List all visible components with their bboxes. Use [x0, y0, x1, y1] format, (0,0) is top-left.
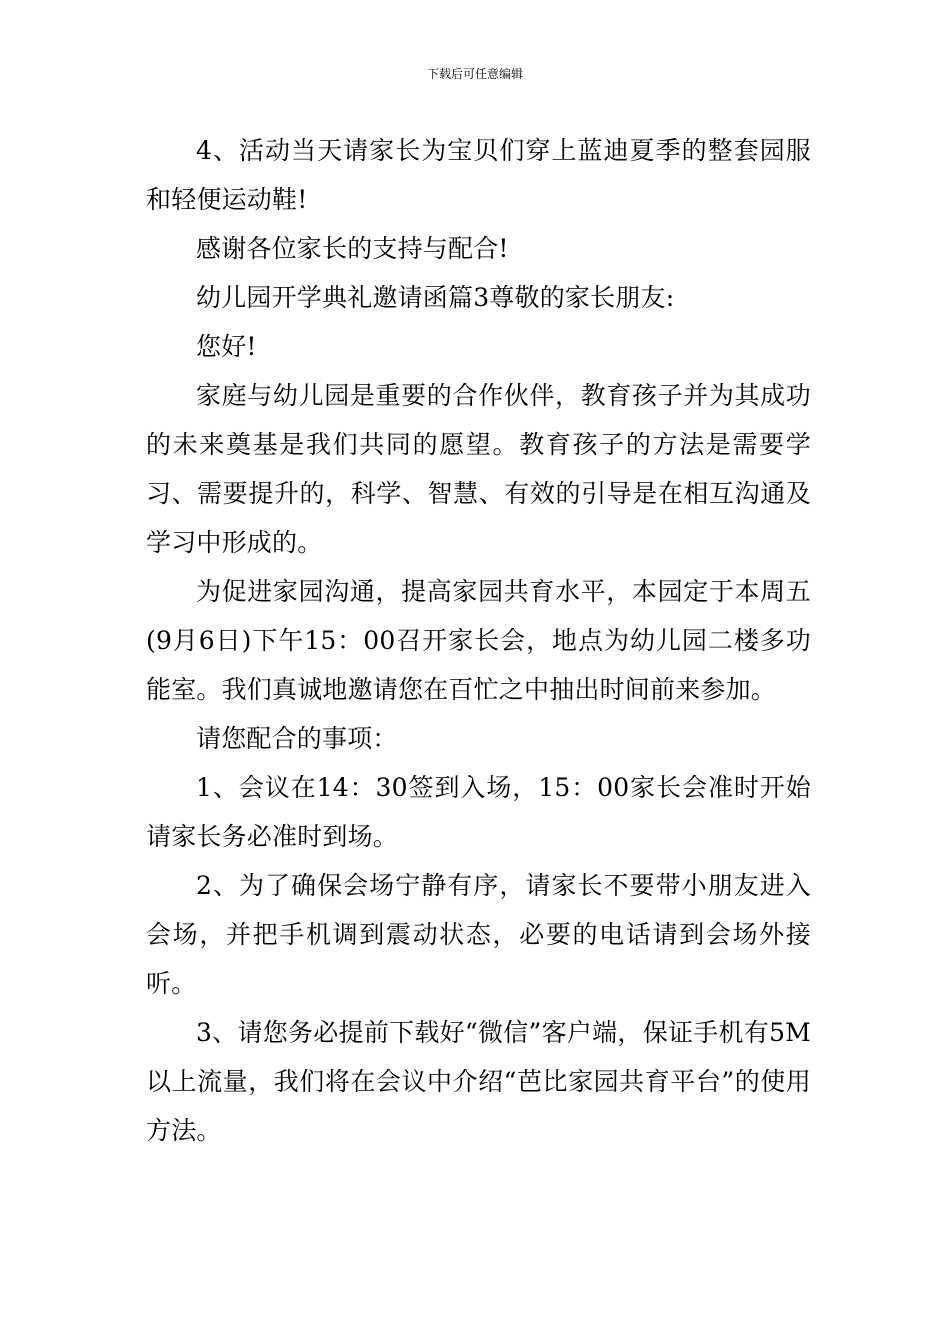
paragraph-item-4: 4、活动当天请家长为宝贝们穿上蓝迪夏季的整套园服和轻便运动鞋!	[146, 136, 811, 214]
paragraph-partnership: 家庭与幼儿园是重要的合作伙伴，教育孩子并为其成功的未来奠基是我们共同的愿望。教育孩子的方法是需要学习、需要提升的，科学、智慧、有效的引导是在相互沟通及学习中形成的。	[146, 381, 811, 557]
document-body	[146, 126, 811, 1155]
paragraph-item-1: 1、会议在14：30签到入场，15：00家长会准时开始请家长务必准时到场。	[146, 773, 811, 851]
paragraph-greeting: 您好!	[196, 332, 257, 361]
paragraph-items-heading: 请您配合的事项：	[196, 724, 398, 753]
paragraph-item-3: 3、请您务必提前下载好“微信”客户端，保证手机有5M以上流量，我们将在会议中介绍“芭比家园共育平台”的使用方法。	[146, 1018, 811, 1145]
paragraph-title-salutation: 幼儿园开学典礼邀请函篇3尊敬的家长朋友:	[196, 283, 675, 312]
paragraph-meeting-notice: 为促进家园沟通，提高家园共育水平，本园定于本周五(9月6日)下午15：00召开家长会，地点为幼儿园二楼多功能室。我们真诚地邀请您在百忙之中抽出时间前来参加。	[146, 577, 811, 704]
header-note: 下载后可任意编辑	[426, 67, 523, 81]
paragraph-thanks: 感谢各位家长的支持与配合!	[196, 234, 509, 263]
paragraph-item-2: 2、为了确保会场宁静有序，请家长不要带小朋友进入会场，并把手机调到震动状态，必要的电话请到会场外接听。	[146, 871, 811, 998]
